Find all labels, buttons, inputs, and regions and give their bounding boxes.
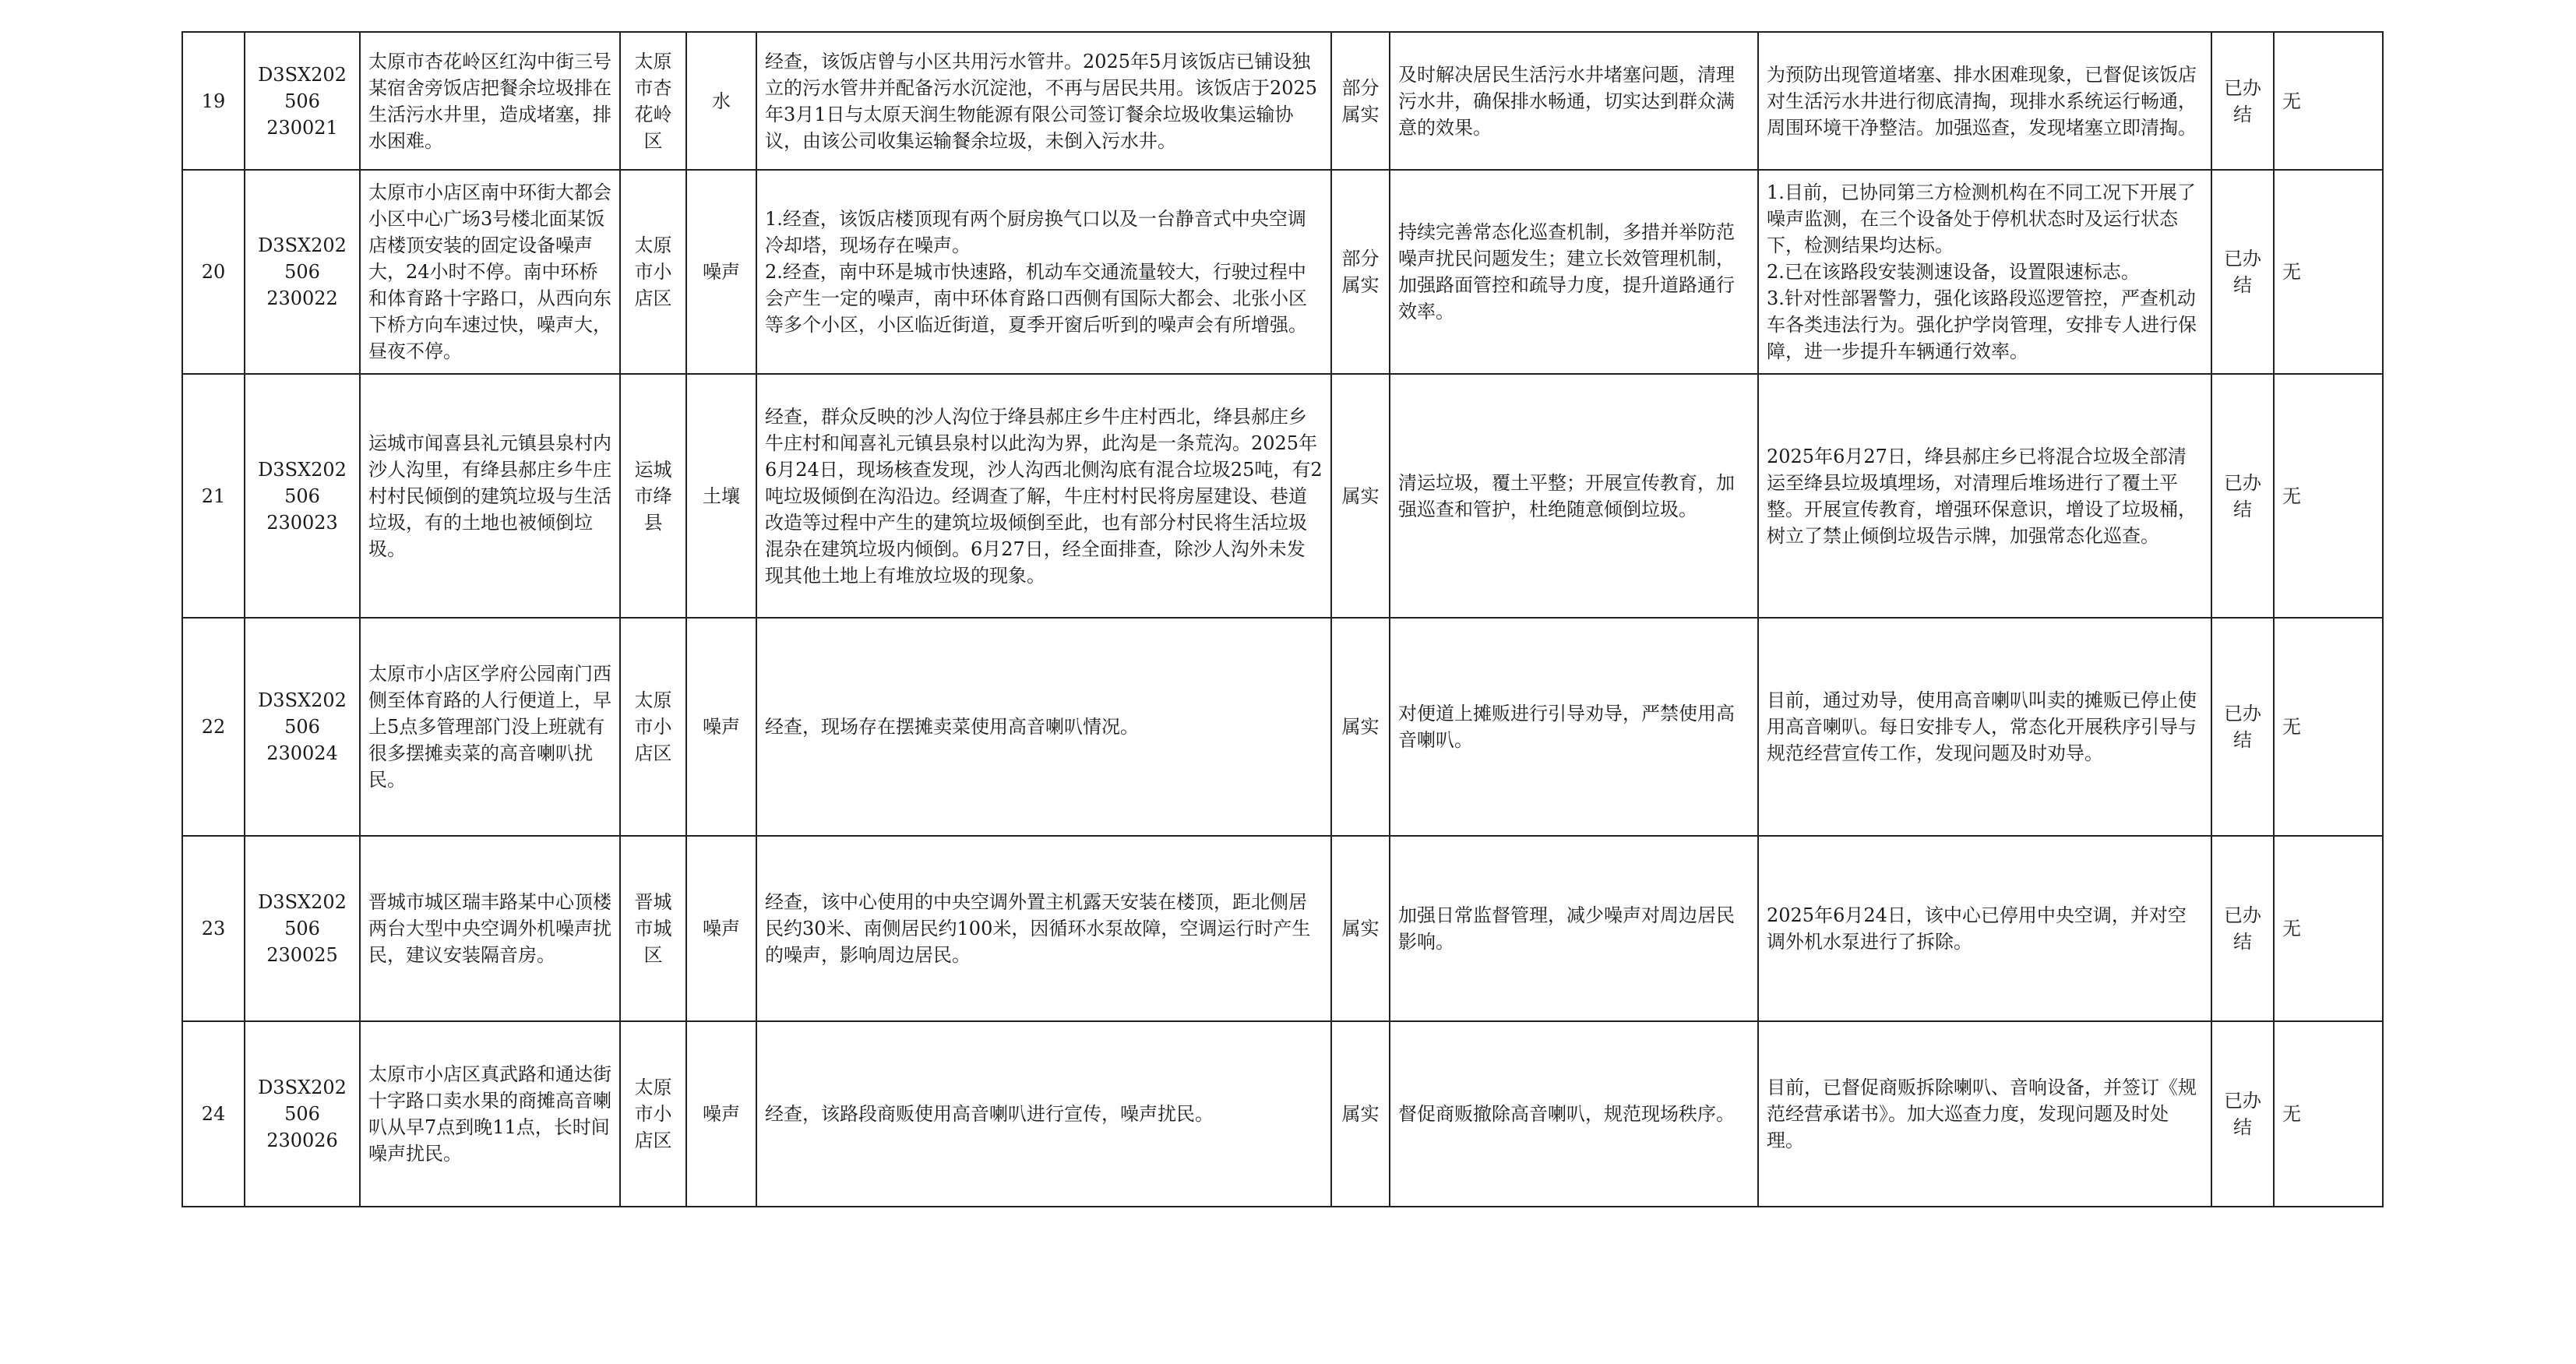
case-number: 21 [182,374,245,618]
complaint-description: 运城市闻喜县礼元镇县泉村内沙人沟里，有绛县郝庄乡牛庄村村民倾倒的建筑垃圾与生活垃圾，有的土地也被倾倒垃圾。 [360,374,620,618]
case-code-prefix: D3SX202506 [258,458,347,507]
verification-status: 属实 [1331,1021,1390,1207]
rectification-requirement: 加强日常监督管理，减少噪声对周边居民影响。 [1390,836,1758,1021]
investigation-finding: 经查，群众反映的沙人沟位于绛县郝庄乡牛庄村西北，绛县郝庄乡牛庄村和闻喜礼元镇县泉村以此沟为界，此沟是一条荒沟。2025年6月24日，现场核查发现，沙人沟西北侧沟底有混合垃圾25吨，有2吨垃圾倾倒在沟沿边。经调查了解，牛庄村村民将房屋建设、巷道改造等过程中产生的建筑垃圾倾倒至此，也有部分村民将生活垃圾混杂在建筑垃圾内倾倒。6月27日，经全面排查，除沙人沟外未发现其他土地上有堆放垃圾的现象。 [756,374,1331,618]
investigation-finding: 经查，该路段商贩使用高音喇叭进行宣传，噪声扰民。 [756,1021,1331,1207]
handling-status: 已办结 [2211,836,2274,1021]
table-row [182,1021,2383,1207]
pollution-type: 噪声 [686,618,756,836]
complaint-description: 太原市小店区真武路和通达街十字路口卖水果的商摊高音喇叭从早7点到晚11点，长时间噪声扰民。 [360,1021,620,1207]
rectification-result: 2025年6月27日，绛县郝庄乡已将混合垃圾全部清运至绛县垃圾填埋场，对清理后堆场进行了覆土平整。开展宣传教育，增强环保意识，增设了垃圾桶，树立了禁止倾倒垃圾告示牌，加强常态化巡查。 [1758,374,2211,618]
complaint-description: 晋城市城区瑞丰路某中心顶楼两台大型中央空调外机噪声扰民，建议安装隔音房。 [360,836,620,1021]
rectification-result: 为预防出现管道堵塞、排水困难现象，已督促该饭店对生活污水井进行彻底清掏，现排水系统运行畅通，周围环境干净整洁。加强巡查，发现堵塞立即清掏。 [1758,32,2211,170]
case-code-suffix: 230024 [266,742,338,764]
verification-status: 属实 [1331,836,1390,1021]
pollution-type: 水 [686,32,756,170]
case-number: 19 [182,32,245,170]
handling-status: 已办结 [2211,32,2274,170]
case-code-suffix: 230025 [266,944,338,966]
case-code-suffix: 230026 [266,1130,338,1151]
case-number: 23 [182,836,245,1021]
case-number: 22 [182,618,245,836]
administrative-area: 太原市小店区 [620,1021,686,1207]
accountability: 无 [2274,170,2383,374]
complaint-description: 太原市小店区南中环街大都会小区中心广场3号楼北面某饭店楼顶安装的固定设备噪声大，24小时不停。南中环桥和体育路十字路口，从西向东下桥方向车速过快，噪声大，昼夜不停。 [360,170,620,374]
table-row [182,170,2383,374]
case-code-prefix: D3SX202506 [258,63,347,112]
table-row [182,836,2383,1021]
case-code [245,618,360,836]
rectification-result: 目前，通过劝导，使用高音喇叭叫卖的摊贩已停止使用高音喇叭。每日安排专人，常态化开展秩序引导与规范经营宣传工作，发现问题及时劝导。 [1758,618,2211,836]
handling-status: 已办结 [2211,618,2274,836]
case-code-prefix: D3SX202506 [258,1077,347,1125]
case-code-suffix: 230023 [266,511,338,534]
rectification-requirement: 督促商贩撤除高音喇叭，规范现场秩序。 [1390,1021,1758,1207]
accountability: 无 [2274,836,2383,1021]
case-code [245,32,360,170]
table-row [182,32,2383,170]
case-code-prefix: D3SX202506 [258,234,347,283]
rectification-requirement: 对便道上摊贩进行引导劝导，严禁使用高音喇叭。 [1390,618,1758,836]
rectification-requirement: 清运垃圾，覆土平整；开展宣传教育，加强巡查和管护，杜绝随意倾倒垃圾。 [1390,374,1758,618]
case-code [245,836,360,1021]
handling-status: 已办结 [2211,1021,2274,1207]
case-code [245,170,360,374]
verification-status: 属实 [1331,618,1390,836]
case-ledger [181,31,2384,1207]
table-row [182,374,2383,618]
rectification-result: 1.目前，已协同第三方检测机构在不同工况下开展了噪声监测，在三个设备处于停机状态时及运行状态下，检测结果均达标。 2.已在该路段安装测速设备，设置限速标志。 3.针对性部署警力，强化该路段巡逻管控，严查机动车各类违法行为。强化护学岗管理，安排专人进行保障，进一步提升车辆通行效率。 [1758,170,2211,374]
administrative-area: 太原市小店区 [620,170,686,374]
complaint-description: 太原市小店区学府公园南门西侧至体育路的人行便道上，早上5点多管理部门没上班就有很多摆摊卖菜的高音喇叭扰民。 [360,618,620,836]
table-row [182,618,2383,836]
case-table-body [182,32,2383,1207]
rectification-requirement: 持续完善常态化巡查机制，多措并举防范噪声扰民问题发生；建立长效管理机制，加强路面管控和疏导力度，提升道路通行效率。 [1390,170,1758,374]
administrative-area: 太原市杏花岭区 [620,32,686,170]
accountability: 无 [2274,374,2383,618]
complaint-description: 太原市杏花岭区红沟中街三号某宿舍旁饭店把餐余垃圾排在生活污水井里，造成堵塞，排水困难。 [360,32,620,170]
administrative-area: 太原市小店区 [620,618,686,836]
handling-status: 已办结 [2211,374,2274,618]
case-number: 20 [182,170,245,374]
case-number: 24 [182,1021,245,1207]
accountability: 无 [2274,618,2383,836]
investigation-finding: 经查，该中心使用的中央空调外置主机露天安装在楼顶，距北侧居民约30米、南侧居民约100米，因循环水泵故障，空调运行时产生的噪声，影响周边居民。 [756,836,1331,1021]
pollution-type: 土壤 [686,374,756,618]
case-code-suffix: 230022 [266,287,338,309]
pollution-type: 噪声 [686,170,756,374]
investigation-finding: 经查，现场存在摆摊卖菜使用高音喇叭情况。 [756,618,1331,836]
rectification-result: 目前，已督促商贩拆除喇叭、音响设备，并签订《规范经营承诺书》。加大巡查力度，发现问题及时处理。 [1758,1021,2211,1207]
verification-status: 属实 [1331,374,1390,618]
rectification-result: 2025年6月24日，该中心已停用中央空调，并对空调外机水泵进行了拆除。 [1758,836,2211,1021]
case-code-prefix: D3SX202506 [258,689,347,738]
pollution-type: 噪声 [686,836,756,1021]
verification-status: 部分属实 [1331,170,1390,374]
pollution-type: 噪声 [686,1021,756,1207]
case-table [181,31,2384,1207]
verification-status: 部分属实 [1331,32,1390,170]
case-code-prefix: D3SX202506 [258,891,347,939]
case-code [245,374,360,618]
administrative-area: 运城市绛县 [620,374,686,618]
case-code [245,1021,360,1207]
accountability: 无 [2274,1021,2383,1207]
rectification-requirement: 及时解决居民生活污水井堵塞问题，清理污水井，确保排水畅通，切实达到群众满意的效果。 [1390,32,1758,170]
investigation-finding: 经查，该饭店曾与小区共用污水管井。2025年5月该饭店已铺设独立的污水管井并配备污水沉淀池，不再与居民共用。该饭店于2025年3月1日与太原天润生物能源有限公司签订餐余垃圾收集运输协议，由该公司收集运输餐余垃圾，未倒入污水井。 [756,32,1331,170]
investigation-finding: 1.经查，该饭店楼顶现有两个厨房换气口以及一台静音式中央空调冷却塔，现场存在噪声。 2.经查，南中环是城市快速路，机动车交通流量较大，行驶过程中会产生一定的噪声，南中环体育路口西侧有国际大都会、北张小区等多个小区，小区临近街道，夏季开窗后听到的噪声会有所增强。 [756,170,1331,374]
administrative-area: 晋城市城区 [620,836,686,1021]
case-code-suffix: 230021 [266,116,338,139]
handling-status: 已办结 [2211,170,2274,374]
accountability: 无 [2274,32,2383,170]
